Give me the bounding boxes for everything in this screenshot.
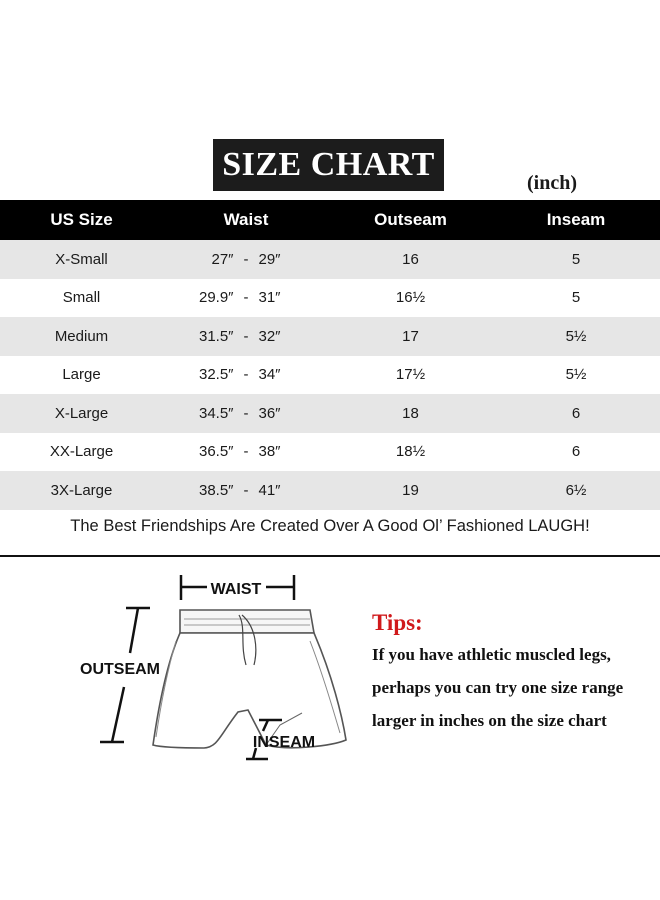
waist-separator: - [243,404,249,422]
shorts-icon [153,610,346,748]
waist-separator: - [243,250,249,268]
cell-inseam: 5 [492,240,660,279]
waist-low: 32.5″ [198,366,234,384]
waist-separator: - [243,443,249,461]
waist-range [182,289,311,306]
header-inseam: Inseam [492,200,660,240]
waist-range [182,482,311,499]
slogan: The Best Friendships Are Created Over A Good Ol’ Fashioned LAUGH! [70,517,590,535]
table-row [0,279,660,318]
table-row [0,471,660,510]
waist-high: 32″ [258,327,281,345]
cell-outseam: 19 [329,471,492,510]
size-table [0,200,660,510]
table-row [0,433,660,472]
cell-us-size: Medium [0,317,163,356]
waist-high: 31″ [258,289,281,307]
cell-outseam: 18½ [329,433,492,472]
table-row [0,356,660,395]
table-row [0,240,660,279]
table-body [0,240,660,510]
cell-waist [163,433,329,472]
cell-inseam: 6½ [492,471,660,510]
waist-high: 34″ [258,366,281,384]
cell-waist [163,279,329,318]
waist-low: 31.5″ [198,327,234,345]
cell-outseam: 16½ [329,279,492,318]
table-header-row [0,200,660,240]
cell-us-size: X-Small [0,240,163,279]
tips-line-3: larger in inches on the size chart [372,711,607,730]
divider [0,555,660,557]
tips-line-2: perhaps you can try one size range [372,678,624,697]
cell-outseam: 17 [329,317,492,356]
waist-label: WAIST [210,581,262,598]
cell-waist [163,356,329,395]
cell-outseam: 17½ [329,356,492,395]
waist-low: 38.5″ [198,481,234,499]
waist-high: 41″ [258,481,281,499]
cell-waist [163,471,329,510]
waist-range [182,251,311,268]
waist-separator: - [243,289,249,307]
cell-inseam: 5 [492,279,660,318]
cell-us-size: 3X-Large [0,471,163,510]
cell-waist [163,394,329,433]
cell-inseam: 5½ [492,356,660,395]
header-waist: Waist [163,200,329,240]
cell-waist [163,240,329,279]
table-row [0,317,660,356]
cell-us-size: Small [0,279,163,318]
waist-separator: - [243,366,249,384]
waist-low: 36.5″ [198,443,234,461]
waist-low: 34.5″ [198,404,234,422]
waist-range [182,366,311,383]
tips-line-1: If you have athletic muscled legs, [372,645,611,664]
tips-title: Tips: [372,610,423,635]
cell-waist [163,317,329,356]
cell-inseam: 6 [492,433,660,472]
waist-low: 27″ [211,250,234,268]
waist-range [182,405,311,422]
unit-label: (inch) [527,172,577,194]
cell-us-size: XX-Large [0,433,163,472]
cell-inseam: 6 [492,394,660,433]
cell-us-size: X-Large [0,394,163,433]
waist-low: 29.9″ [198,289,234,307]
inseam-label: INSEAM [252,734,316,751]
cell-outseam: 16 [329,240,492,279]
shorts-measurement-diagram [70,565,360,770]
waist-range [182,443,311,460]
waist-separator: - [243,327,249,345]
waist-range [182,328,311,345]
cell-inseam: 5½ [492,317,660,356]
waist-separator: - [243,481,249,499]
outseam-label: OUTSEAM [80,661,160,678]
cell-outseam: 18 [329,394,492,433]
waist-high: 29″ [258,250,281,268]
cell-us-size: Large [0,356,163,395]
size-chart-title: SIZE CHART [213,139,444,191]
table-row [0,394,660,433]
waist-high: 36″ [258,404,281,422]
header-outseam: Outseam [329,200,492,240]
waist-high: 38″ [258,443,281,461]
header-us-size: US Size [0,200,163,240]
